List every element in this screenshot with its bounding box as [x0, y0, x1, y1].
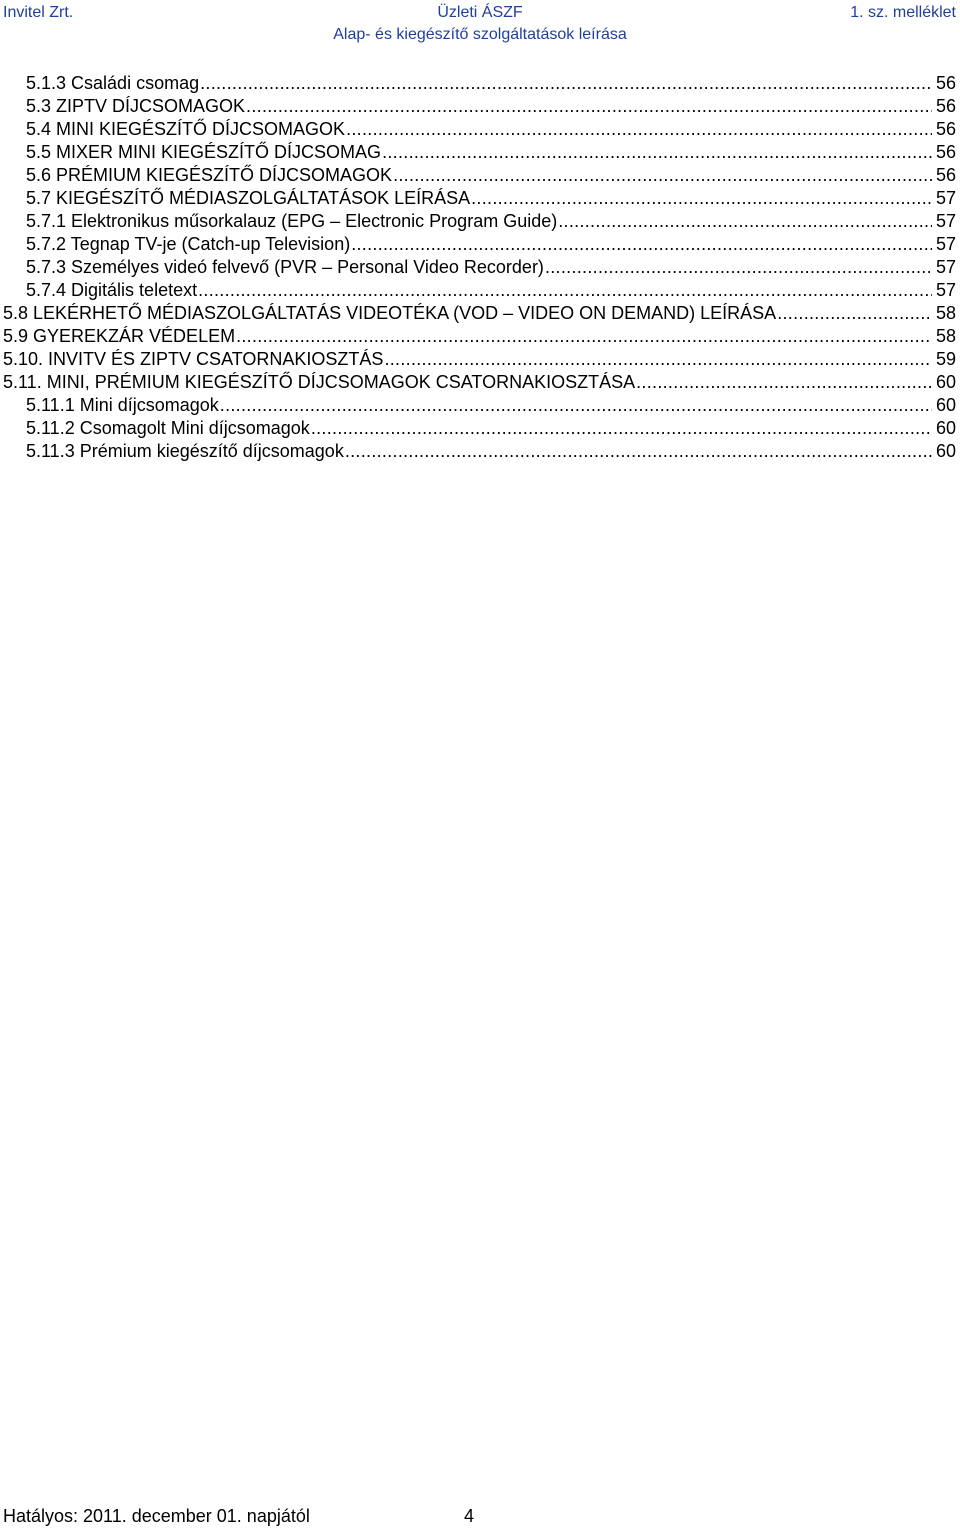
toc-entry-page: 56: [935, 73, 956, 93]
toc-leader-dots: [346, 118, 932, 141]
toc-entry-page: 56: [935, 96, 956, 116]
toc-entry-title: 5.7.3 Személyes videó felvevő (PVR – Personal Video Recorder): [26, 257, 544, 277]
toc-entry[interactable]: [3, 325, 956, 348]
toc-entry-title: 5.4 MINI KIEGÉSZÍTŐ DÍJCSOMAGOK: [26, 119, 346, 139]
toc-entry[interactable]: [26, 210, 956, 233]
toc-entry[interactable]: [26, 233, 956, 256]
toc-entry-title: 5.1.3 Családi csomag: [26, 73, 200, 93]
toc-leader-dots: [636, 371, 932, 394]
toc-leader-dots: [311, 417, 932, 440]
toc-entry-page: 58: [935, 303, 956, 323]
header-title: Üzleti ÁSZF: [437, 4, 523, 21]
footer-effective-date: Hatályos: 2011. december 01. napjától: [3, 1506, 310, 1526]
toc-entry-page: 57: [935, 211, 956, 231]
toc-entry-page: 60: [935, 441, 956, 461]
toc-entry-title: 5.11.3 Prémium kiegészítő díjcsomagok: [26, 441, 344, 461]
toc-entry-title: 5.7 KIEGÉSZÍTŐ MÉDIASZOLGÁLTATÁSOK LEÍRÁSA: [26, 188, 471, 208]
toc-entry-page: 57: [935, 257, 956, 277]
toc-entry-page: 60: [935, 372, 956, 392]
toc-entry[interactable]: [26, 256, 956, 279]
toc-entry[interactable]: [26, 187, 956, 210]
toc-entry-page: 57: [935, 234, 956, 254]
toc-entry[interactable]: [3, 371, 956, 394]
toc-leader-dots: [777, 302, 932, 325]
toc-entry[interactable]: [26, 141, 956, 164]
toc-entry-page: 56: [935, 142, 956, 162]
toc-entry[interactable]: [26, 279, 956, 302]
toc-entry-title: 5.6 PRÉMIUM KIEGÉSZÍTŐ DÍJCSOMAGOK: [26, 165, 393, 185]
toc-entry[interactable]: [26, 417, 956, 440]
toc-entry[interactable]: [26, 95, 956, 118]
toc-leader-dots: [246, 95, 932, 118]
toc-entry-title: 5.3 ZIPTV DÍJCSOMAGOK: [26, 96, 246, 116]
toc-entry-title: 5.7.4 Digitális teletext: [26, 280, 198, 300]
toc-entry[interactable]: [3, 302, 956, 325]
toc-entry-page: 60: [935, 395, 956, 415]
toc-leader-dots: [393, 164, 932, 187]
toc-entry-title: 5.7.2 Tegnap TV-je (Catch-up Television): [26, 234, 351, 254]
toc-entry-page: 56: [935, 165, 956, 185]
toc-leader-dots: [351, 233, 932, 256]
toc-entry-title: 5.8 LEKÉRHETŐ MÉDIASZOLGÁLTATÁS VIDEOTÉKA (VOD – VIDEO ON DEMAND) LEÍRÁSA: [3, 303, 777, 323]
toc-entry-page: 58: [935, 326, 956, 346]
toc-entry-title: 5.9 GYEREKZÁR VÉDELEM: [3, 326, 236, 346]
toc-entry[interactable]: [26, 394, 956, 417]
toc-leader-dots: [471, 187, 932, 210]
toc-entry[interactable]: [26, 72, 956, 95]
toc-leader-dots: [545, 256, 932, 279]
toc-entry-title: 5.5 MIXER MINI KIEGÉSZÍTŐ DÍJCSOMAG: [26, 142, 382, 162]
footer-page-number: 4: [464, 1506, 475, 1526]
toc-entry-title: 5.7.1 Elektronikus műsorkalauz (EPG – Electronic Program Guide): [26, 211, 558, 231]
toc-leader-dots: [200, 72, 932, 95]
toc-leader-dots: [384, 348, 932, 371]
toc-leader-dots: [382, 141, 932, 164]
toc-entry[interactable]: [3, 348, 956, 371]
toc-entry[interactable]: [26, 440, 956, 463]
toc-leader-dots: [220, 394, 932, 417]
toc-entry-title: 5.11. MINI, PRÉMIUM KIEGÉSZÍTŐ DÍJCSOMAGOK CSATORNAKIOSZTÁSA: [3, 372, 636, 392]
header-company: Invitel Zrt.: [3, 4, 74, 21]
toc-entry-page: 59: [935, 349, 956, 369]
header-subtitle: Alap- és kiegészítő szolgáltatások leírása: [333, 26, 627, 43]
toc-entry-page: 57: [935, 188, 956, 208]
toc-entry-page: 57: [935, 280, 956, 300]
toc-leader-dots: [236, 325, 932, 348]
toc-entry-title: 5.11.2 Csomagolt Mini díjcsomagok: [26, 418, 310, 438]
toc-entry-page: 56: [935, 119, 956, 139]
toc-leader-dots: [558, 210, 932, 233]
toc-leader-dots: [345, 440, 932, 463]
toc-entry-page: 60: [935, 418, 956, 438]
toc-entry-title: 5.10. INVITV ÉS ZIPTV CSATORNAKIOSZTÁS: [3, 349, 384, 369]
toc-entry[interactable]: [26, 118, 956, 141]
toc-entry-title: 5.11.1 Mini díjcsomagok: [26, 395, 219, 415]
header-annex: 1. sz. melléklet: [850, 4, 956, 21]
toc-entry[interactable]: [26, 164, 956, 187]
toc-leader-dots: [198, 279, 932, 302]
